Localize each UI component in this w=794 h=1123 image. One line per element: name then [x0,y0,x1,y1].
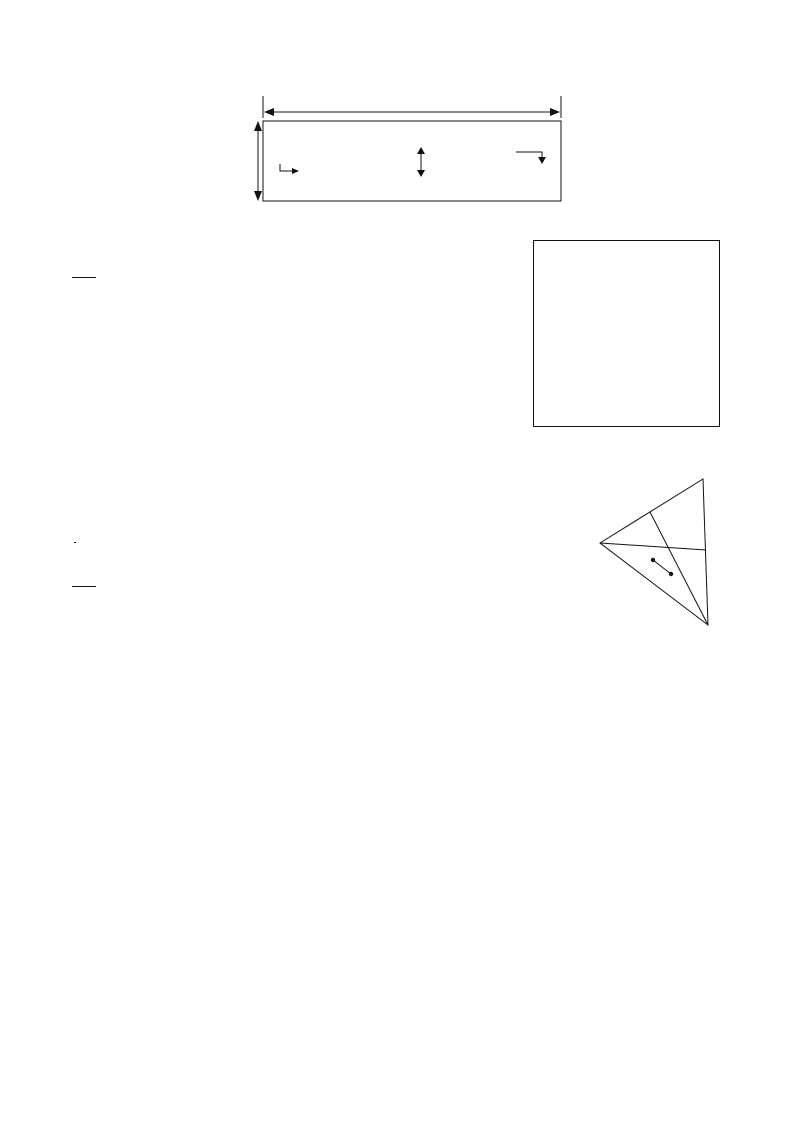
q13-line2 [72,263,96,284]
answer-blank[interactable] [72,263,96,278]
triangle-centroid-figure [580,465,730,645]
checkerboard-hall-figure [533,240,720,427]
q14-line3 [72,532,78,556]
parking-lot-figure [226,92,572,204]
fraction [74,542,76,543]
q14-line4 [72,572,96,593]
answer-blank[interactable] [72,572,96,587]
